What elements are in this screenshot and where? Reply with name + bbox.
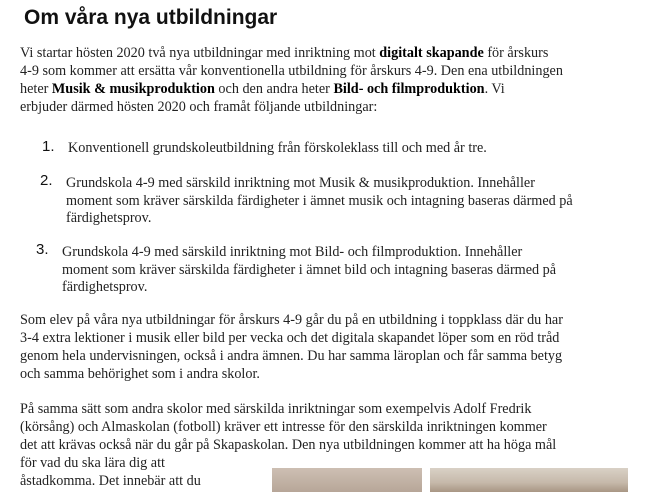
paragraph-line: (körsång) och Almaskolan (fotboll) kräver ett intresse för den särskilda inriktningen kommer: [20, 419, 547, 435]
paragraph-line: för vad du ska lära dig att: [20, 455, 165, 471]
intro-line: [20, 44, 640, 62]
text-run: heter: [20, 81, 52, 97]
list-item-line: moment som kräver särskilda färdigheter i ämnet musik och intagning baseras därmed på: [66, 192, 573, 209]
paragraph-line: På samma sätt som andra skolor med särskilda inriktningar som exempelvis Adolf Fredrik: [20, 401, 532, 417]
classroom-photo: [430, 468, 628, 492]
paragraph-line: och samma behörighet som i andra skolor.: [20, 366, 260, 382]
list-item-line: Grundskola 4-9 med särskild inriktning mot Bild- och filmproduktion. Innehåller: [62, 244, 523, 260]
paragraph-line: 3-4 extra lektioner i musik eller bild per vecka och det digitala skapandet löper som en röd tråd: [20, 330, 560, 346]
text-run: Vi startar hösten 2020 två nya utbildningar med inriktning mot: [20, 45, 380, 61]
list-item-line: färdighetsprov.: [62, 279, 148, 295]
body-paragraph: [20, 311, 640, 383]
paragraph-line: genom hela undervisningen, också i andra ämnen. Du har samma läroplan och får samma betyg: [20, 348, 563, 364]
list-number: 3.: [36, 241, 49, 258]
list-item-line: Grundskola 4-9 med särskild inriktning mot Musik & musikproduktion. Innehåller: [66, 175, 535, 191]
paragraph-line: det att krävas också när du går på Skapaskolan. Den nya utbildningen kommer att ha höga mål: [20, 437, 557, 453]
classroom-photo: [272, 468, 422, 492]
bold-text: Musik & musikproduktion: [51, 81, 215, 97]
list-item-line: Konventionell grundskoleutbildning från förskoleklass till och med år tre.: [68, 140, 487, 156]
intro-paragraph: [20, 44, 640, 116]
list-item-line: moment som kräver särskilda färdigheter i ämnet bild och intagning baseras därmed på: [62, 261, 557, 278]
text-run: . Vi: [484, 81, 505, 97]
list-item: [62, 244, 556, 297]
list-item: [68, 140, 487, 158]
paragraph-line: Som elev på våra nya utbildningar för årskurs 4-9 går du på en utbildning i toppklass där du har: [20, 312, 563, 328]
intro-line: erbjuder därmed hösten 2020 och framåt följande utbildningar:: [20, 99, 378, 115]
bold-text: Bild- och filmproduktion: [333, 81, 485, 97]
list-item-line: färdighetsprov.: [66, 210, 152, 226]
list-number: 2.: [40, 172, 53, 189]
text-run: för årskurs: [483, 45, 549, 61]
paragraph-line: åstadkomma. Det innebär att du: [20, 473, 201, 489]
bold-text: digitalt skapande: [379, 45, 484, 61]
list-item: [66, 175, 573, 228]
intro-line: 4-9 som kommer att ersätta vår konventionella utbildning för årskurs 4-9. Den ena utbildningen: [20, 63, 563, 79]
intro-line: [20, 80, 640, 98]
text-run: och den andra heter: [214, 81, 334, 97]
page-title: Om våra nya utbildningar: [24, 6, 278, 29]
list-number: 1.: [42, 138, 55, 155]
